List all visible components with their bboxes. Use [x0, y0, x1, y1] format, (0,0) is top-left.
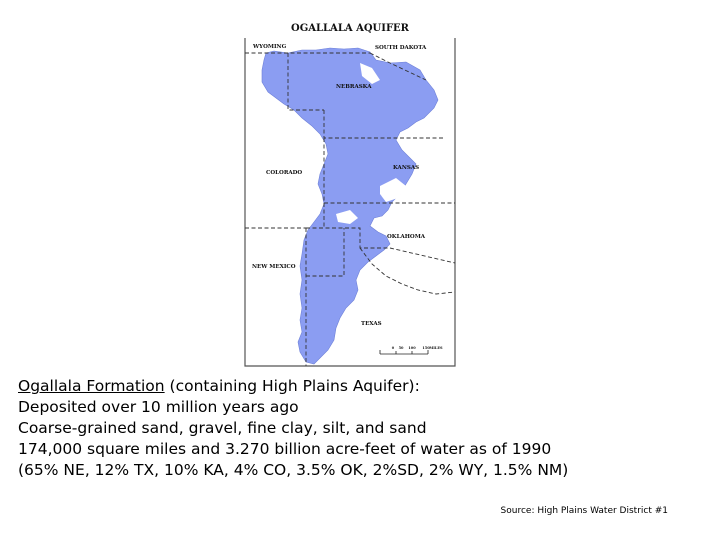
caption-line-shares: (65% NE, 12% TX, 10% KA, 4% CO, 3.5% OK, 2%SD, 2% WY, 1.5% NM) [18, 461, 569, 479]
caption-heading [18, 376, 708, 397]
label-new-mexico: NEW MEXICO [252, 264, 296, 270]
source-note: Source: High Plains Water District #1 [500, 506, 668, 516]
label-colorado: COLORADO [266, 170, 303, 176]
caption-line-age: Deposited over 10 million years ago [18, 398, 299, 416]
scale-bar [380, 346, 443, 354]
scale-tick-150: 150 [422, 346, 430, 350]
label-wyoming: WYOMING [253, 44, 287, 50]
scale-tick-50: 50 [398, 346, 404, 350]
map-title: OGALLALA AQUIFER [290, 23, 410, 34]
scale-tick-100: 100 [408, 346, 416, 350]
label-texas: TEXAS [361, 321, 382, 327]
caption [18, 376, 708, 481]
caption-line-material: Coarse-grained sand, gravel, fine clay, silt, and sand [18, 419, 427, 437]
caption-line-volume: 174,000 square miles and 3.270 billion acre-feet of water as of 1990 [18, 440, 552, 458]
label-south-dakota: SOUTH DAKOTA [375, 45, 427, 51]
scale-line [380, 350, 428, 354]
scale-unit: MILES [429, 346, 443, 350]
aquifer-map [240, 18, 460, 368]
aquifer-map-svg [240, 18, 460, 368]
label-nebraska: NEBRASKA [336, 84, 372, 90]
caption-title-suffix: (containing High Plains Aquifer): [164, 377, 420, 395]
scale-tick-0: 0 [391, 346, 395, 350]
label-oklahoma: OKLAHOMA [387, 234, 426, 240]
caption-title: Ogallala Formation [18, 377, 165, 395]
label-kansas: KANSAS [393, 165, 420, 171]
